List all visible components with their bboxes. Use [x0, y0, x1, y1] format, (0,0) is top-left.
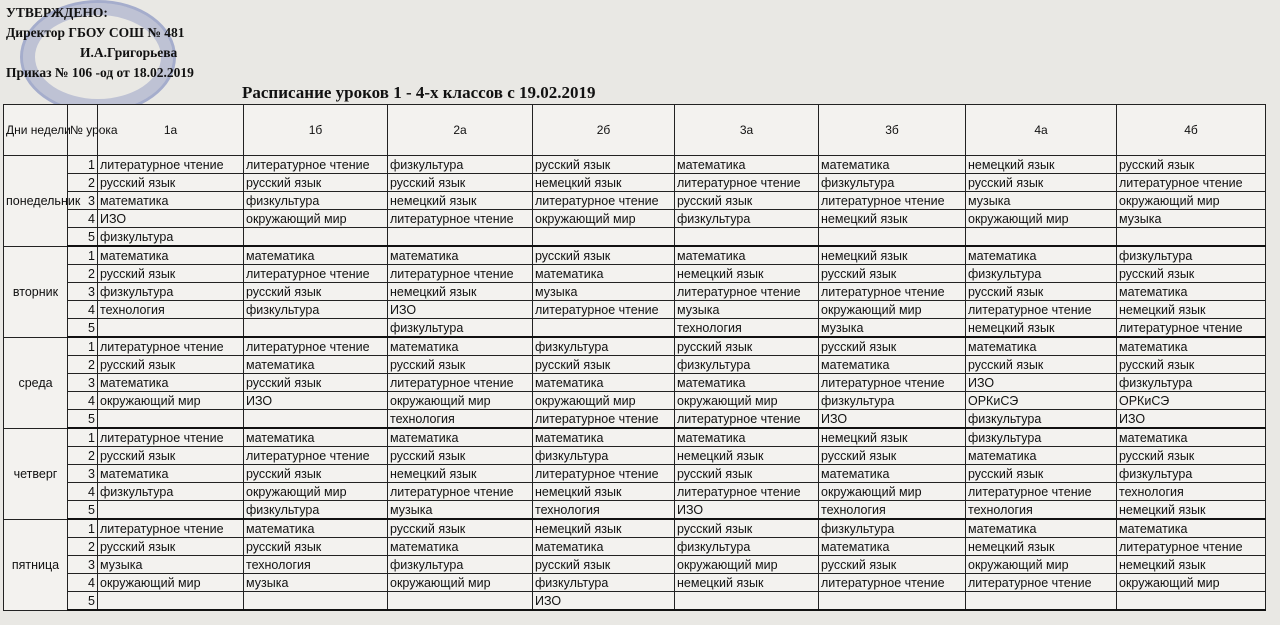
subject-cell: математика: [1117, 519, 1266, 538]
subject-cell: [533, 319, 675, 338]
lesson-row: [4, 246, 1266, 265]
subject-cell: [244, 319, 388, 338]
day-name: среда: [4, 337, 68, 428]
subject-cell: музыка: [533, 283, 675, 301]
subject-cell: окружающий мир: [533, 392, 675, 410]
approval-block: [6, 3, 194, 83]
lesson-row: [4, 210, 1266, 228]
subject-cell: технология: [675, 319, 819, 338]
subject-cell: литературное чтение: [819, 574, 966, 592]
lesson-row: [4, 592, 1266, 611]
header-lesson-number: № урока: [68, 105, 98, 156]
subject-cell: окружающий мир: [1117, 574, 1266, 592]
subject-cell: технология: [244, 556, 388, 574]
header-class: 4б: [1117, 105, 1266, 156]
subject-cell: математика: [388, 538, 533, 556]
lesson-row: [4, 447, 1266, 465]
subject-cell: ИЗО: [1117, 410, 1266, 429]
lesson-row: [4, 356, 1266, 374]
subject-cell: литературное чтение: [1117, 538, 1266, 556]
lesson-number: 5: [68, 410, 98, 429]
subject-cell: математика: [966, 519, 1117, 538]
lesson-row: [4, 501, 1266, 520]
subject-cell: литературное чтение: [533, 192, 675, 210]
subject-cell: технология: [1117, 483, 1266, 501]
lesson-number: 2: [68, 265, 98, 283]
lesson-row: [4, 174, 1266, 192]
subject-cell: литературное чтение: [98, 428, 244, 447]
subject-cell: физкультура: [675, 538, 819, 556]
subject-cell: литературное чтение: [533, 410, 675, 429]
subject-cell: окружающий мир: [98, 392, 244, 410]
subject-cell: немецкий язык: [966, 156, 1117, 174]
subject-cell: литературное чтение: [1117, 174, 1266, 192]
header-class: 1а: [98, 105, 244, 156]
subject-cell: [244, 228, 388, 247]
subject-cell: литературное чтение: [98, 156, 244, 174]
subject-cell: окружающий мир: [388, 392, 533, 410]
lesson-row: [4, 265, 1266, 283]
subject-cell: литературное чтение: [244, 265, 388, 283]
subject-cell: русский язык: [388, 519, 533, 538]
subject-cell: русский язык: [244, 283, 388, 301]
subject-cell: русский язык: [98, 174, 244, 192]
subject-cell: русский язык: [244, 465, 388, 483]
subject-cell: [675, 592, 819, 611]
subject-cell: [388, 228, 533, 247]
subject-cell: математика: [819, 156, 966, 174]
subject-cell: немецкий язык: [1117, 556, 1266, 574]
subject-cell: технология: [966, 501, 1117, 520]
subject-cell: математика: [819, 465, 966, 483]
subject-cell: математика: [675, 156, 819, 174]
subject-cell: [1117, 592, 1266, 611]
subject-cell: [98, 319, 244, 338]
subject-cell: русский язык: [533, 556, 675, 574]
subject-cell: окружающий мир: [1117, 192, 1266, 210]
lesson-row: [4, 428, 1266, 447]
subject-cell: окружающий мир: [819, 483, 966, 501]
subject-cell: русский язык: [388, 174, 533, 192]
lesson-number: 3: [68, 192, 98, 210]
subject-cell: математика: [533, 428, 675, 447]
lesson-row: [4, 283, 1266, 301]
day-name: четверг: [4, 428, 68, 519]
subject-cell: технология: [388, 410, 533, 429]
subject-cell: немецкий язык: [1117, 301, 1266, 319]
lesson-row: [4, 392, 1266, 410]
subject-cell: литературное чтение: [533, 301, 675, 319]
subject-cell: литературное чтение: [966, 483, 1117, 501]
lesson-number: 4: [68, 574, 98, 592]
subject-cell: литературное чтение: [388, 374, 533, 392]
day-name: пятница: [4, 519, 68, 610]
lesson-number: 2: [68, 174, 98, 192]
subject-cell: литературное чтение: [966, 301, 1117, 319]
subject-cell: математика: [533, 265, 675, 283]
subject-cell: немецкий язык: [388, 192, 533, 210]
subject-cell: технология: [533, 501, 675, 520]
lesson-number: 1: [68, 519, 98, 538]
subject-cell: литературное чтение: [966, 574, 1117, 592]
subject-cell: литературное чтение: [675, 283, 819, 301]
subject-cell: физкультура: [966, 428, 1117, 447]
subject-cell: русский язык: [1117, 156, 1266, 174]
subject-cell: физкультура: [819, 392, 966, 410]
subject-cell: литературное чтение: [98, 337, 244, 356]
lesson-number: 5: [68, 592, 98, 611]
subject-cell: [98, 592, 244, 611]
subject-cell: математика: [675, 374, 819, 392]
subject-cell: окружающий мир: [533, 210, 675, 228]
subject-cell: [388, 592, 533, 611]
lesson-row: [4, 301, 1266, 319]
schedule-body: [4, 156, 1266, 611]
subject-cell: литературное чтение: [1117, 319, 1266, 338]
subject-cell: немецкий язык: [388, 283, 533, 301]
subject-cell: музыка: [819, 319, 966, 338]
subject-cell: ОРКиСЭ: [1117, 392, 1266, 410]
day-name: понедельник: [4, 156, 68, 247]
subject-cell: математика: [1117, 283, 1266, 301]
subject-cell: математика: [388, 246, 533, 265]
subject-cell: немецкий язык: [819, 428, 966, 447]
subject-cell: [244, 592, 388, 611]
lesson-number: 5: [68, 228, 98, 247]
subject-cell: математика: [966, 447, 1117, 465]
subject-cell: [966, 228, 1117, 247]
subject-cell: русский язык: [1117, 265, 1266, 283]
subject-cell: физкультура: [533, 337, 675, 356]
subject-cell: русский язык: [533, 156, 675, 174]
subject-cell: окружающий мир: [244, 483, 388, 501]
lesson-number: 3: [68, 556, 98, 574]
subject-cell: русский язык: [966, 465, 1117, 483]
subject-cell: литературное чтение: [244, 447, 388, 465]
subject-cell: физкультура: [244, 301, 388, 319]
subject-cell: русский язык: [244, 174, 388, 192]
subject-cell: русский язык: [98, 265, 244, 283]
subject-cell: русский язык: [819, 265, 966, 283]
subject-cell: ИЗО: [966, 374, 1117, 392]
subject-cell: [675, 228, 819, 247]
subject-cell: [819, 592, 966, 611]
subject-cell: литературное чтение: [675, 483, 819, 501]
approval-heading: УТВЕРЖДЕНО:: [6, 5, 108, 20]
subject-cell: немецкий язык: [675, 447, 819, 465]
lesson-row: [4, 337, 1266, 356]
subject-cell: физкультура: [819, 519, 966, 538]
lesson-number: 3: [68, 374, 98, 392]
subject-cell: русский язык: [966, 356, 1117, 374]
subject-cell: [98, 501, 244, 520]
subject-cell: русский язык: [1117, 447, 1266, 465]
lesson-number: 4: [68, 483, 98, 501]
subject-cell: русский язык: [966, 174, 1117, 192]
subject-cell: математика: [675, 428, 819, 447]
lesson-row: [4, 319, 1266, 338]
subject-cell: литературное чтение: [819, 283, 966, 301]
lesson-number: 1: [68, 156, 98, 174]
lesson-number: 4: [68, 210, 98, 228]
subject-cell: математика: [98, 374, 244, 392]
subject-cell: музыка: [966, 192, 1117, 210]
lesson-row: [4, 192, 1266, 210]
subject-cell: физкультура: [675, 356, 819, 374]
subject-cell: немецкий язык: [533, 174, 675, 192]
lesson-number: 4: [68, 392, 98, 410]
subject-cell: математика: [966, 337, 1117, 356]
lesson-row: [4, 556, 1266, 574]
subject-cell: математика: [533, 374, 675, 392]
subject-cell: [98, 410, 244, 429]
subject-cell: окружающий мир: [966, 556, 1117, 574]
subject-cell: русский язык: [675, 465, 819, 483]
lesson-number: 5: [68, 501, 98, 520]
lesson-number: 5: [68, 319, 98, 338]
subject-cell: русский язык: [98, 538, 244, 556]
subject-cell: немецкий язык: [966, 538, 1117, 556]
subject-cell: [533, 228, 675, 247]
header-class: 4а: [966, 105, 1117, 156]
subject-cell: русский язык: [244, 374, 388, 392]
subject-cell: окружающий мир: [675, 392, 819, 410]
subject-cell: русский язык: [388, 447, 533, 465]
subject-cell: физкультура: [98, 483, 244, 501]
subject-cell: русский язык: [675, 519, 819, 538]
subject-cell: математика: [819, 538, 966, 556]
subject-cell: окружающий мир: [966, 210, 1117, 228]
subject-cell: русский язык: [675, 192, 819, 210]
subject-cell: ОРКиСЭ: [966, 392, 1117, 410]
subject-cell: математика: [1117, 337, 1266, 356]
subject-cell: музыка: [98, 556, 244, 574]
subject-cell: [244, 410, 388, 429]
lesson-number: 1: [68, 337, 98, 356]
header-class: 2а: [388, 105, 533, 156]
header-class: 3а: [675, 105, 819, 156]
subject-cell: литературное чтение: [533, 465, 675, 483]
subject-cell: русский язык: [819, 447, 966, 465]
lesson-number: 2: [68, 356, 98, 374]
header-class: 2б: [533, 105, 675, 156]
subject-cell: математика: [98, 246, 244, 265]
subject-cell: русский язык: [819, 337, 966, 356]
lesson-row: [4, 156, 1266, 174]
lesson-row: [4, 483, 1266, 501]
subject-cell: литературное чтение: [388, 265, 533, 283]
subject-cell: окружающий мир: [98, 574, 244, 592]
subject-cell: русский язык: [819, 556, 966, 574]
subject-cell: литературное чтение: [819, 374, 966, 392]
subject-cell: математика: [98, 465, 244, 483]
subject-cell: окружающий мир: [819, 301, 966, 319]
subject-cell: русский язык: [1117, 356, 1266, 374]
subject-cell: литературное чтение: [244, 337, 388, 356]
subject-cell: физкультура: [966, 410, 1117, 429]
subject-cell: немецкий язык: [819, 246, 966, 265]
subject-cell: физкультура: [1117, 374, 1266, 392]
lesson-number: 1: [68, 428, 98, 447]
subject-cell: математика: [244, 356, 388, 374]
subject-cell: литературное чтение: [388, 210, 533, 228]
approval-order: Приказ № 106 -од от 18.02.2019: [6, 65, 194, 80]
subject-cell: немецкий язык: [966, 319, 1117, 338]
subject-cell: ИЗО: [675, 501, 819, 520]
subject-cell: ИЗО: [98, 210, 244, 228]
subject-cell: физкультура: [1117, 465, 1266, 483]
subject-cell: математика: [819, 356, 966, 374]
subject-cell: технология: [98, 301, 244, 319]
subject-cell: немецкий язык: [533, 519, 675, 538]
subject-cell: [966, 592, 1117, 611]
subject-cell: литературное чтение: [98, 519, 244, 538]
subject-cell: ИЗО: [388, 301, 533, 319]
document-title: Расписание уроков 1 - 4-х классов с 19.02.2019: [242, 83, 596, 102]
lesson-number: 3: [68, 283, 98, 301]
subject-cell: технология: [819, 501, 966, 520]
subject-cell: немецкий язык: [533, 483, 675, 501]
subject-cell: физкультура: [819, 174, 966, 192]
header-class: 3б: [819, 105, 966, 156]
subject-cell: физкультура: [388, 319, 533, 338]
subject-cell: немецкий язык: [1117, 501, 1266, 520]
subject-cell: русский язык: [98, 447, 244, 465]
lesson-row: [4, 519, 1266, 538]
subject-cell: литературное чтение: [388, 483, 533, 501]
subject-cell: математика: [388, 428, 533, 447]
subject-cell: немецкий язык: [388, 465, 533, 483]
subject-cell: литературное чтение: [675, 174, 819, 192]
header-day: Дни недели: [4, 105, 68, 156]
subject-cell: математика: [533, 538, 675, 556]
subject-cell: физкультура: [533, 574, 675, 592]
subject-cell: математика: [244, 519, 388, 538]
subject-cell: русский язык: [675, 337, 819, 356]
subject-cell: физкультура: [966, 265, 1117, 283]
subject-cell: математика: [244, 428, 388, 447]
subject-cell: ИЗО: [819, 410, 966, 429]
subject-cell: физкультура: [533, 447, 675, 465]
subject-cell: русский язык: [388, 356, 533, 374]
lesson-number: 2: [68, 538, 98, 556]
header-row: [4, 105, 1266, 156]
subject-cell: математика: [244, 246, 388, 265]
subject-cell: математика: [388, 337, 533, 356]
header-class: 1б: [244, 105, 388, 156]
subject-cell: физкультура: [244, 501, 388, 520]
subject-cell: русский язык: [533, 246, 675, 265]
subject-cell: физкультура: [388, 156, 533, 174]
lesson-number: 4: [68, 301, 98, 319]
subject-cell: литературное чтение: [244, 156, 388, 174]
subject-cell: немецкий язык: [819, 210, 966, 228]
lesson-row: [4, 410, 1266, 429]
subject-cell: ИЗО: [533, 592, 675, 611]
lesson-number: 1: [68, 246, 98, 265]
lesson-number: 3: [68, 465, 98, 483]
subject-cell: окружающий мир: [388, 574, 533, 592]
subject-cell: русский язык: [98, 356, 244, 374]
subject-cell: окружающий мир: [244, 210, 388, 228]
subject-cell: музыка: [1117, 210, 1266, 228]
subject-cell: физкультура: [388, 556, 533, 574]
subject-cell: ИЗО: [244, 392, 388, 410]
subject-cell: математика: [966, 246, 1117, 265]
subject-cell: [1117, 228, 1266, 247]
subject-cell: литературное чтение: [675, 410, 819, 429]
subject-cell: музыка: [675, 301, 819, 319]
subject-cell: физкультура: [98, 283, 244, 301]
lesson-row: [4, 538, 1266, 556]
subject-cell: русский язык: [244, 538, 388, 556]
day-name: вторник: [4, 246, 68, 337]
subject-cell: физкультура: [244, 192, 388, 210]
subject-cell: физкультура: [675, 210, 819, 228]
schedule-table: [3, 104, 1266, 611]
lesson-row: [4, 574, 1266, 592]
lesson-row: [4, 228, 1266, 247]
subject-cell: физкультура: [1117, 246, 1266, 265]
subject-cell: немецкий язык: [675, 574, 819, 592]
lesson-row: [4, 465, 1266, 483]
lesson-number: 2: [68, 447, 98, 465]
subject-cell: математика: [98, 192, 244, 210]
subject-cell: окружающий мир: [675, 556, 819, 574]
subject-cell: русский язык: [533, 356, 675, 374]
subject-cell: музыка: [244, 574, 388, 592]
subject-cell: физкультура: [98, 228, 244, 247]
subject-cell: литературное чтение: [819, 192, 966, 210]
approval-signatory: И.А.Григорьева: [80, 45, 178, 60]
subject-cell: математика: [1117, 428, 1266, 447]
subject-cell: немецкий язык: [675, 265, 819, 283]
lesson-row: [4, 374, 1266, 392]
subject-cell: [819, 228, 966, 247]
subject-cell: музыка: [388, 501, 533, 520]
approval-position: Директор ГБОУ СОШ № 481: [6, 25, 185, 40]
subject-cell: русский язык: [966, 283, 1117, 301]
subject-cell: математика: [675, 246, 819, 265]
